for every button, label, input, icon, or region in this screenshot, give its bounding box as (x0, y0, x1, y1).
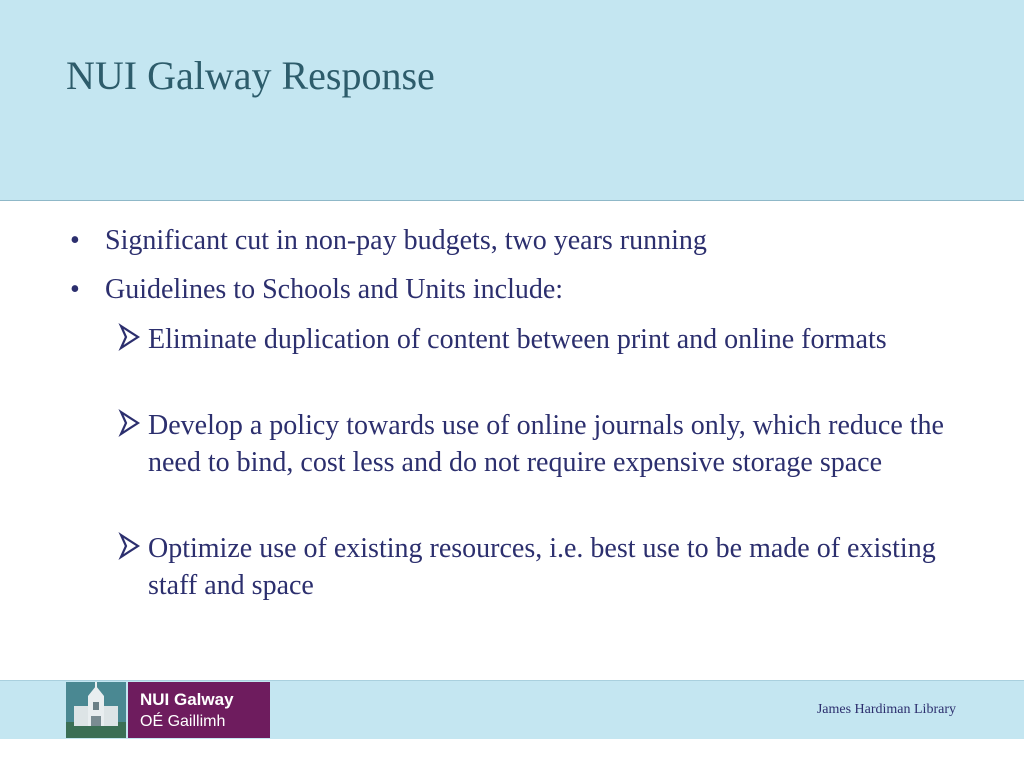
bullet-dot-icon: • (70, 225, 80, 256)
logo-line-1: NUI Galway (140, 690, 234, 709)
slide-title: NUI Galway Response (66, 53, 435, 98)
bullet-text: Guidelines to Schools and Units include: (105, 274, 564, 305)
arrow-bullet-icon (118, 531, 142, 561)
bullet-dot-icon: • (70, 274, 80, 305)
sub-bullet-text: Optimize use of existing resources, i.e. best use to be made of existing staff and space (148, 533, 936, 601)
logo-line-2: OÉ Gaillimh (140, 713, 226, 730)
bullet-text: Significant cut in non-pay budgets, two years running (105, 225, 707, 256)
sub-bullet-text: Eliminate duplication of content between print and online formats (148, 324, 887, 355)
arrow-bullet-icon (118, 408, 142, 438)
header-band (0, 0, 1024, 201)
sub-bullet-text: Develop a policy towards use of online journals only, which reduce the need to bind, cost less and do not require expensive storage space (148, 410, 944, 478)
university-tower-logo-icon (66, 682, 126, 738)
nui-galway-logo (128, 682, 270, 738)
arrow-bullet-icon (118, 322, 142, 352)
library-name: James Hardiman Library (816, 702, 956, 717)
